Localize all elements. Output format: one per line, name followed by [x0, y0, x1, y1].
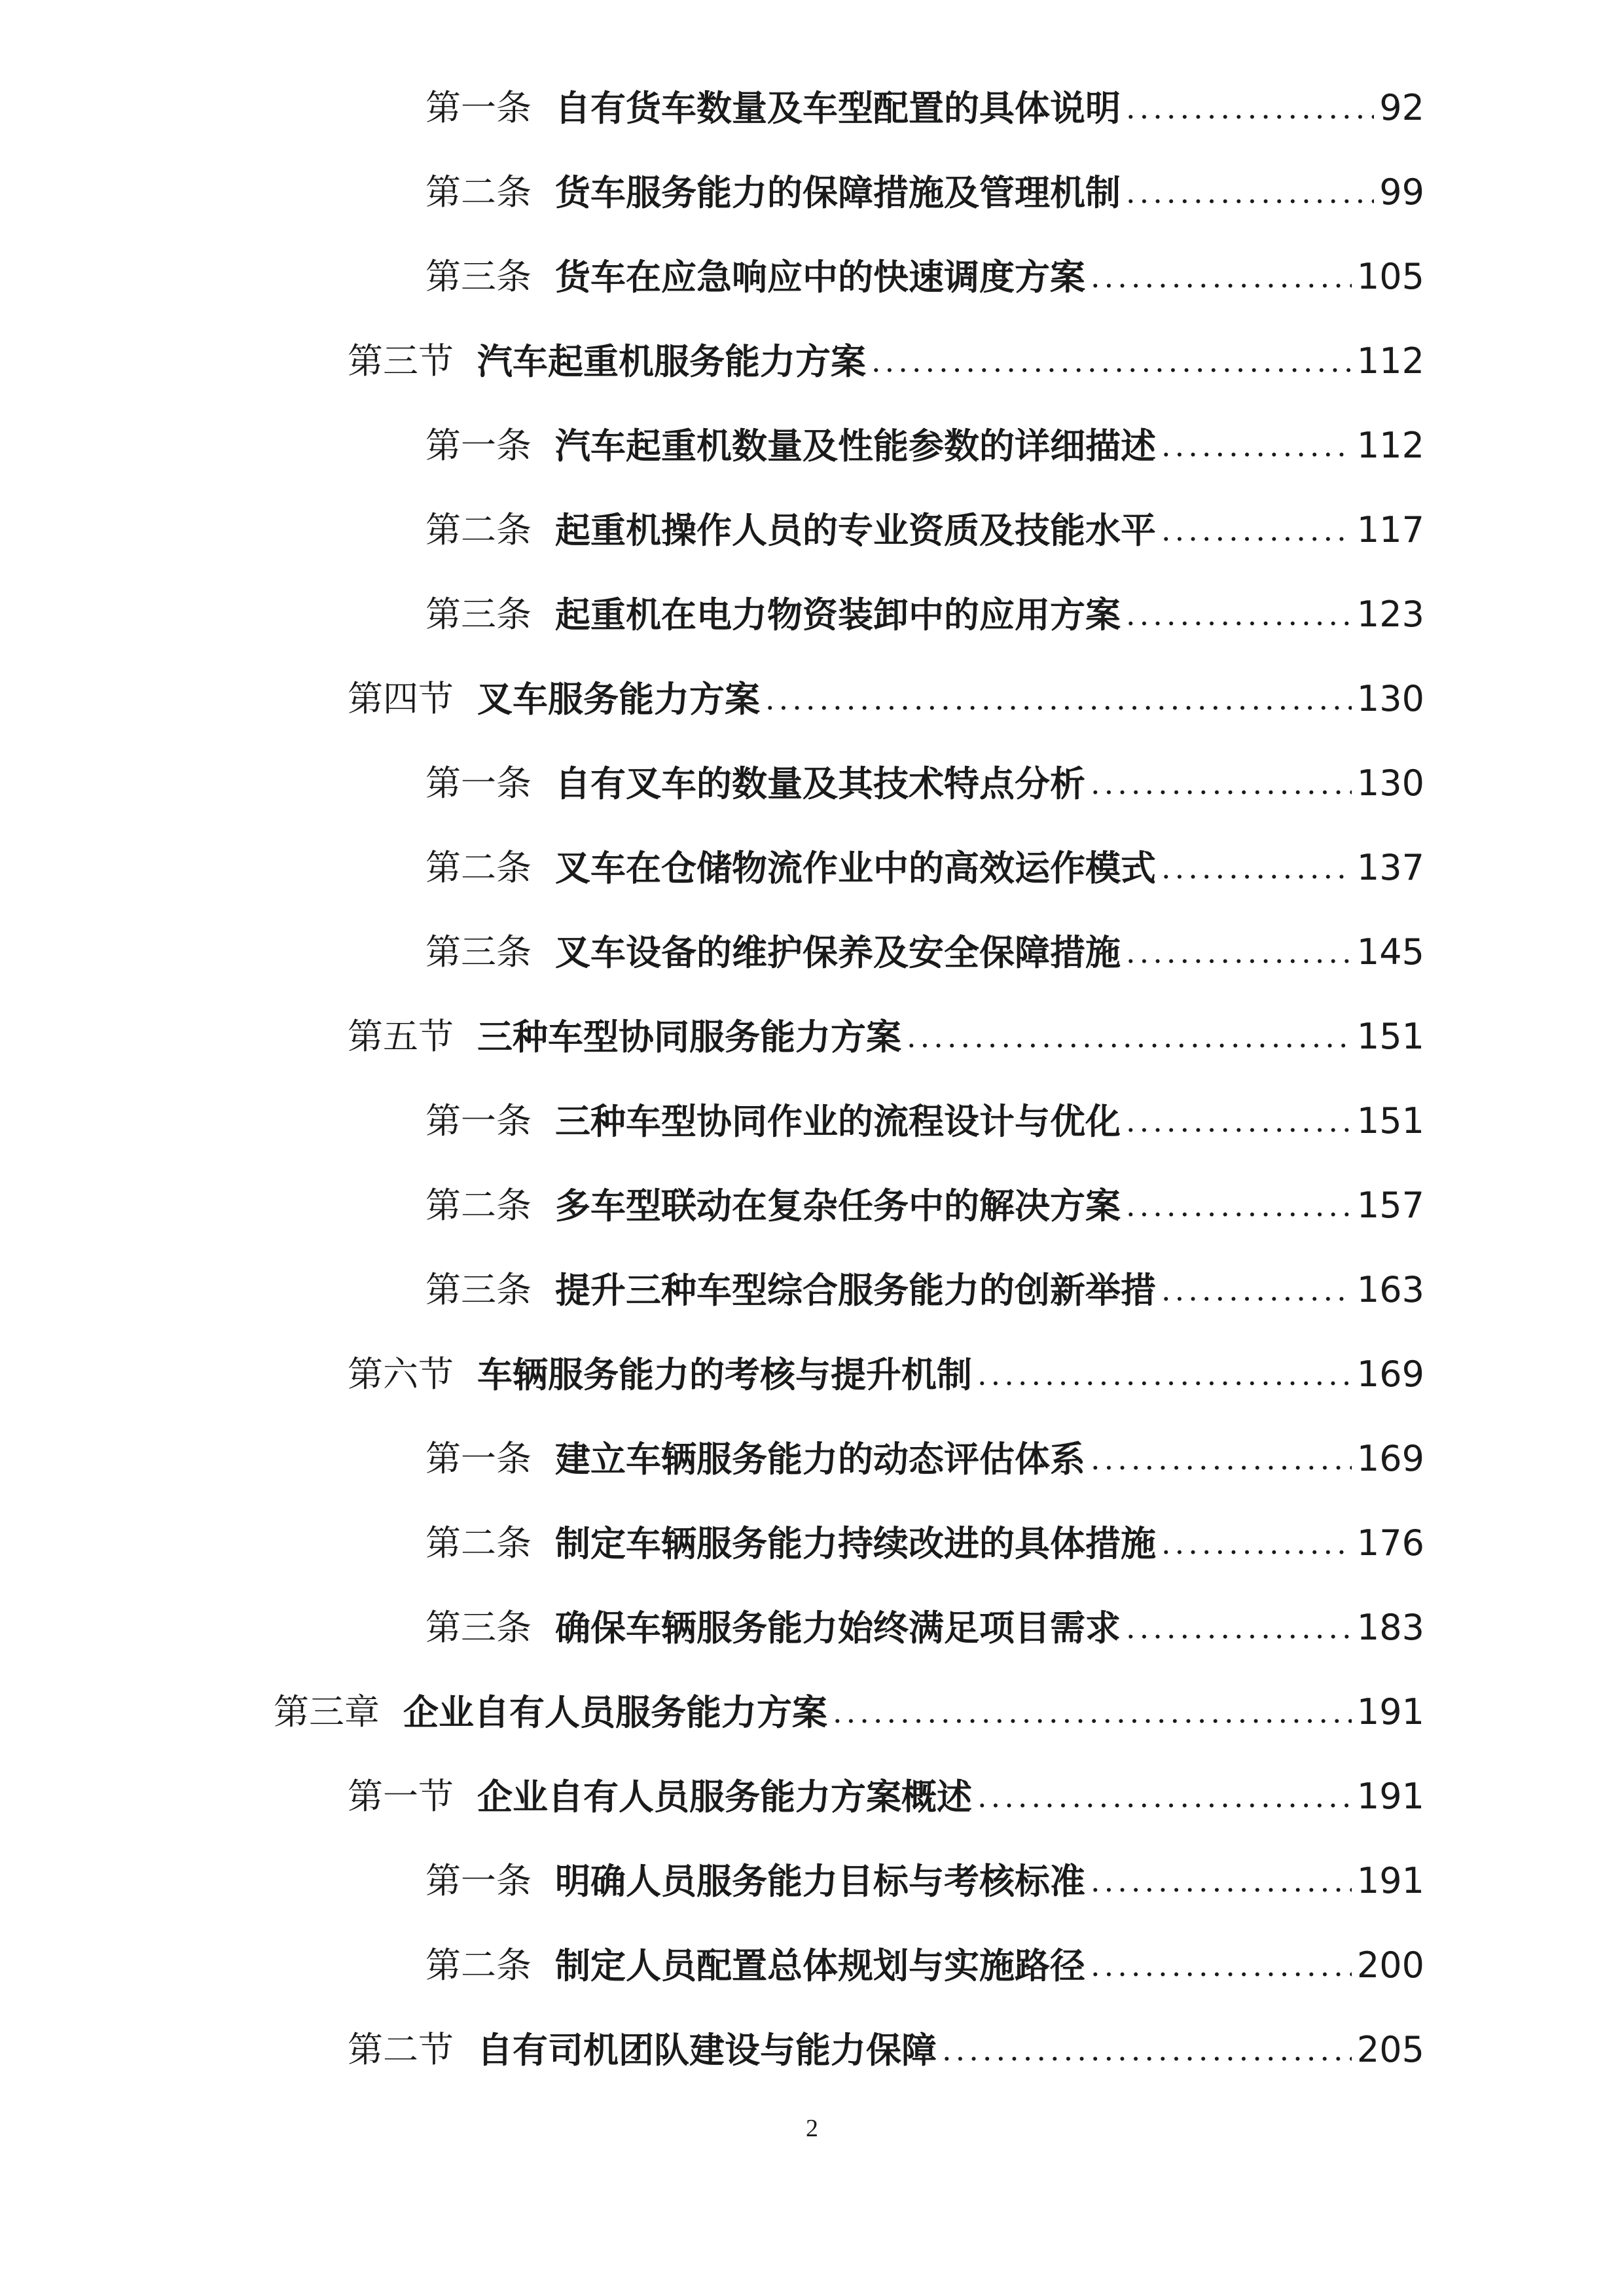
toc-entry-title: 货车服务能力的保障措施及管理机制	[555, 171, 1121, 213]
toc-entry-page-number: 117	[1356, 509, 1424, 550]
page-number: 2	[806, 2115, 818, 2142]
toc-entry[interactable]	[425, 1170, 1424, 1242]
toc-entry-prefix: 第二条	[425, 171, 532, 213]
toc-entry-page-number: 123	[1356, 594, 1424, 635]
toc-entry-prefix: 第六节	[348, 1354, 454, 1395]
toc-entry-title: 三种车型协同服务能力方案	[477, 1016, 901, 1058]
toc-entry[interactable]	[425, 494, 1424, 566]
toc-entry-title: 制定车辆服务能力持续改进的具体措施	[555, 1522, 1156, 1564]
toc-dot-leader	[1091, 241, 1352, 313]
toc-entry-title: 汽车起重机服务能力方案	[477, 340, 866, 382]
toc-entry[interactable]	[348, 2014, 1424, 2086]
toc-entry-title: 起重机在电力物资装卸中的应用方案	[555, 594, 1121, 636]
toc-dot-leader	[1161, 1507, 1352, 1579]
toc-entry-page-number: 137	[1356, 847, 1424, 888]
toc-dot-leader	[1126, 1592, 1352, 1664]
toc-entry-page-number: 191	[1356, 1691, 1424, 1732]
toc-entry-prefix: 第三条	[425, 1269, 532, 1310]
toc-entry[interactable]	[425, 832, 1424, 904]
toc-entry-title: 确保车辆服务能力始终满足项目需求	[555, 1607, 1121, 1649]
toc-entry-page-number: 151	[1356, 1016, 1424, 1057]
toc-entry-title: 企业自有人员服务能力方案	[403, 1691, 827, 1733]
toc-entry-page-number: 105	[1356, 256, 1424, 297]
toc-dot-leader	[1091, 1423, 1352, 1495]
toc-entry-prefix: 第二条	[425, 1185, 532, 1226]
toc-entry-prefix: 第一条	[425, 1100, 532, 1141]
toc-dot-leader	[833, 1676, 1352, 1748]
toc-dot-leader	[1126, 1170, 1352, 1242]
toc-entry-prefix: 第一条	[425, 87, 532, 128]
toc-entry-prefix: 第三条	[425, 256, 532, 297]
toc-entry-prefix: 第三条	[425, 594, 532, 635]
toc-entry[interactable]	[425, 1085, 1424, 1157]
toc-entry-title: 自有叉车的数量及其技术特点分析	[555, 762, 1085, 804]
toc-entry-prefix: 第三章	[274, 1691, 380, 1732]
toc-dot-leader	[1126, 579, 1352, 651]
toc-entry-title: 三种车型协同作业的流程设计与优化	[555, 1100, 1121, 1142]
toc-entry-page-number: 130	[1356, 678, 1424, 719]
toc-entry-page-number: 183	[1356, 1607, 1424, 1648]
toc-dot-leader	[1161, 1254, 1352, 1326]
toc-entry-prefix: 第一条	[425, 1860, 532, 1901]
toc-entry-title: 明确人员服务能力目标与考核标准	[555, 1860, 1085, 1902]
toc-dot-leader	[1161, 832, 1352, 904]
toc-entry[interactable]	[348, 1001, 1424, 1073]
toc-entry[interactable]	[425, 579, 1424, 651]
toc-entry-page-number: 157	[1356, 1185, 1424, 1226]
toc-entry-title: 汽车起重机数量及性能参数的详细描述	[555, 425, 1156, 467]
toc-entry-prefix: 第二条	[425, 1522, 532, 1564]
toc-dot-leader	[765, 663, 1352, 735]
toc-entry-prefix: 第四节	[348, 678, 454, 719]
toc-entry-prefix: 第五节	[348, 1016, 454, 1057]
toc-entry[interactable]	[425, 410, 1424, 482]
toc-entry-prefix: 第二节	[348, 2029, 454, 2070]
toc-dot-leader	[1126, 1085, 1352, 1157]
toc-dot-leader	[1091, 1929, 1352, 2001]
toc-entry-title: 建立车辆服务能力的动态评估体系	[555, 1438, 1085, 1480]
toc-entry-title: 制定人员配置总体规划与实施路径	[555, 1945, 1085, 1986]
toc-entry-prefix: 第一节	[348, 1776, 454, 1817]
toc-entry-prefix: 第一条	[425, 425, 532, 466]
toc-entry-prefix: 第三条	[425, 931, 532, 973]
toc-entry[interactable]	[425, 1845, 1424, 1917]
toc-entry-title: 货车在应急响应中的快速调度方案	[555, 256, 1085, 298]
toc-entry-title: 叉车在仓储物流作业中的高效运作模式	[555, 847, 1156, 889]
toc-entry[interactable]	[425, 916, 1424, 988]
toc-entry[interactable]	[425, 1507, 1424, 1579]
toc-dot-leader	[977, 1338, 1352, 1410]
toc-entry-prefix: 第二条	[425, 1945, 532, 1986]
toc-entry-page-number: 112	[1356, 425, 1424, 466]
toc-entry[interactable]	[348, 663, 1424, 735]
toc-dot-leader	[1126, 156, 1374, 228]
toc-entry[interactable]	[425, 1929, 1424, 2001]
toc-entry-title: 车辆服务能力的考核与提升机制	[477, 1354, 972, 1395]
toc-entry-title: 自有货车数量及车型配置的具体说明	[555, 87, 1121, 129]
toc-entry[interactable]	[425, 747, 1424, 819]
toc-dot-leader	[942, 2014, 1352, 2086]
toc-entry-prefix: 第一条	[425, 762, 532, 804]
toc-dot-leader	[1126, 72, 1374, 144]
toc-entry-page-number: 176	[1356, 1522, 1424, 1564]
toc-dot-leader	[1126, 916, 1352, 988]
toc-entry-title: 叉车设备的维护保养及安全保障措施	[555, 931, 1121, 973]
toc-entry[interactable]	[425, 1592, 1424, 1664]
toc-entry[interactable]	[425, 72, 1424, 144]
toc-dot-leader	[1091, 747, 1352, 819]
toc-entry-page-number: 169	[1356, 1354, 1424, 1395]
toc-entry-prefix: 第一条	[425, 1438, 532, 1479]
toc-entry-page-number: 169	[1356, 1438, 1424, 1479]
toc-entry[interactable]	[425, 1254, 1424, 1326]
toc-entry-page-number: 151	[1356, 1100, 1424, 1141]
toc-entry-page-number: 92	[1379, 87, 1424, 128]
toc-dot-leader	[871, 325, 1352, 397]
toc-entry-title: 提升三种车型综合服务能力的创新举措	[555, 1269, 1156, 1311]
toc-dot-leader	[977, 1761, 1352, 1833]
toc-entry[interactable]	[274, 1676, 1424, 1748]
toc-entry-title: 企业自有人员服务能力方案概述	[477, 1776, 972, 1818]
toc-entry[interactable]	[425, 1423, 1424, 1495]
toc-entry-page-number: 145	[1356, 931, 1424, 973]
toc-entry-title: 自有司机团队建设与能力保障	[477, 2029, 937, 2071]
toc-entry-page-number: 200	[1356, 1945, 1424, 1986]
toc-entry[interactable]	[425, 156, 1424, 228]
toc-entry-title: 起重机操作人员的专业资质及技能水平	[555, 509, 1156, 551]
toc-entry-prefix: 第三节	[348, 340, 454, 382]
toc-dot-leader	[907, 1001, 1352, 1073]
toc-dot-leader	[1161, 494, 1352, 566]
toc-entry-page-number: 99	[1379, 171, 1424, 213]
toc-entry-page-number: 191	[1356, 1776, 1424, 1817]
toc-entry-title: 叉车服务能力方案	[477, 678, 760, 720]
toc-entry-prefix: 第二条	[425, 847, 532, 888]
toc-entry-title: 多车型联动在复杂任务中的解决方案	[555, 1185, 1121, 1227]
toc-entry-page-number: 112	[1356, 340, 1424, 382]
toc-entry[interactable]	[425, 241, 1424, 313]
toc-dot-leader	[1161, 410, 1352, 482]
toc-dot-leader	[1091, 1845, 1352, 1917]
toc-entry[interactable]	[348, 1338, 1424, 1410]
toc-entry-page-number: 191	[1356, 1860, 1424, 1901]
toc-entry-page-number: 205	[1356, 2029, 1424, 2070]
toc-entry-prefix: 第三条	[425, 1607, 532, 1648]
toc-entry-prefix: 第二条	[425, 509, 532, 550]
toc-entry[interactable]	[348, 1761, 1424, 1833]
toc-entry-page-number: 163	[1356, 1269, 1424, 1310]
toc-entry[interactable]	[348, 325, 1424, 397]
toc-entry-page-number: 130	[1356, 762, 1424, 804]
